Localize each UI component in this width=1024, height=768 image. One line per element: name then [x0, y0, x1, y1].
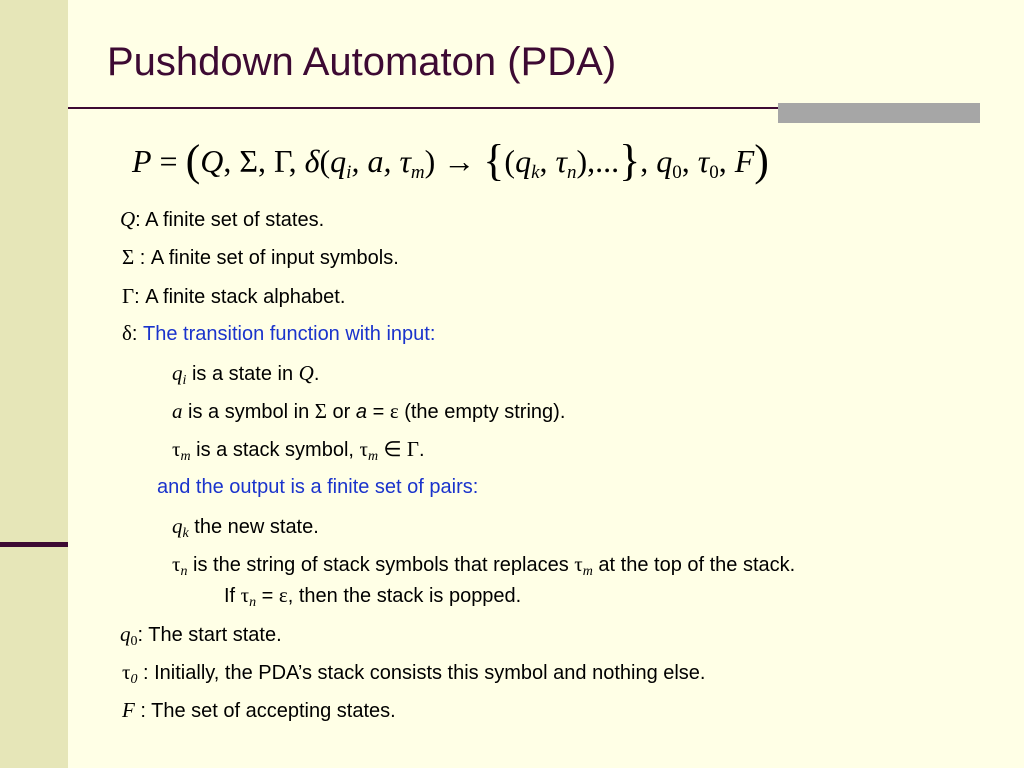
def-tau-m: $\tau_m$ is a stack symbol, $\tau_m$ ∈ Γ. — [172, 437, 425, 464]
decorative-gray-block — [778, 103, 980, 123]
def-Gamma: Γ: A finite stack alphabet. — [122, 284, 346, 308]
def-q0: $q_0$: The start state. — [120, 622, 282, 649]
def-delta: δ: The transition function with input: — [122, 321, 436, 345]
def-tau-n: $\tau_n$ is the string of stack symbols that replaces $\tau_m$ at the top of the stack. — [172, 552, 796, 579]
left-bar-accent-line — [0, 542, 68, 547]
def-F: F : The set of accepting states. — [122, 698, 396, 722]
def-a: a is a symbol in Σ or a = ε (the empty string). — [172, 399, 566, 423]
pda-definition-formula: P = (Q, Σ, Γ, $\delta(q_i$, a, $\tau_m) \to \{(q_k$, $\tau_n$),...}, $q_0$, $\tau_0$, F) — [132, 136, 769, 185]
def-tau0: $\tau_0$ : Initially, the PDA’s stack consists this symbol and nothing else. — [122, 660, 706, 687]
def-Q: Q: A finite set of states. — [120, 207, 325, 231]
slide-title: Pushdown Automaton (PDA) — [107, 40, 617, 84]
left-decorative-bar — [0, 0, 68, 768]
def-tau-n-if: If $\tau_n = \varepsilon$, then the stack is popped. — [224, 583, 522, 610]
def-qi: $q_i$ is a state in Q. — [172, 361, 320, 388]
def-output-intro: and the output is a finite set of pairs: — [157, 476, 479, 498]
def-Sigma: Σ : A finite set of input symbols. — [122, 245, 399, 269]
def-qk: $q_k$ the new state. — [172, 514, 319, 541]
title-underline — [68, 107, 780, 109]
